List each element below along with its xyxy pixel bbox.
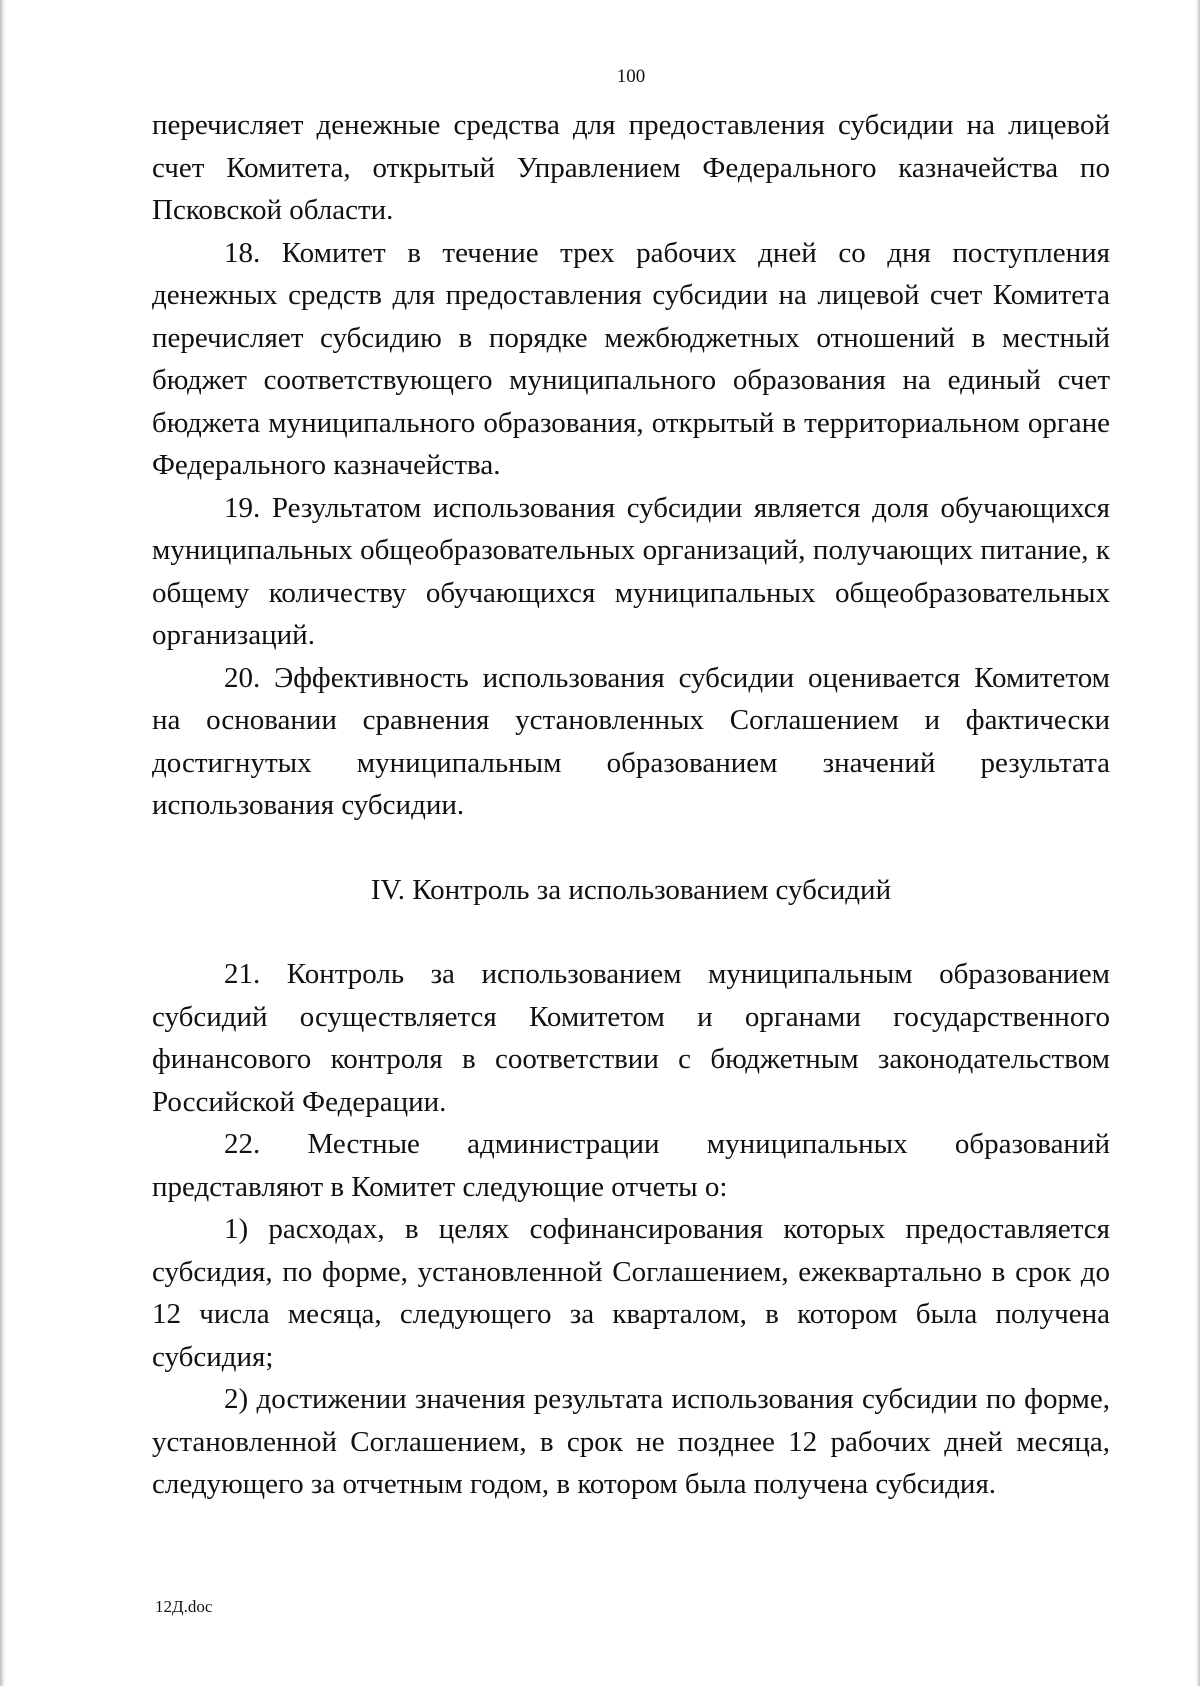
paragraph-21: 21. Контроль за использованием муниципальным образованием субсидий осуществляется Комитетом и органами государственного финансового контроля в соответствии с бюджетным законодательством Российской Федерации. (152, 958, 1110, 1118)
document-body (152, 104, 1110, 1506)
paragraph-20: 20. Эффективность использования субсидии оценивается Комитетом на основании сравнения установленных Соглашением и фактически достигнутых муниципальным образованием значений результата использования субсидии. (152, 661, 1110, 821)
continuation-paragraph: перечисляет денежные средства для предоставления субсидии на лицевой счет Комитета, открытый Управлением Федерального казначейства по Псковской области. (152, 109, 1110, 226)
paragraph-22: 22. Местные администрации муниципальных образований представляют в Комитет следующие отчеты о: (152, 1128, 1110, 1203)
paragraph-19: 19. Результатом использования субсидии является доля обучающихся муниципальных общеобразовательных организаций, получающих питание, к общему количеству обучающихся муниципальных общеобразовательных организаций. (152, 491, 1110, 651)
footer-filename: 12Д.doc (155, 1597, 213, 1616)
scan-edge-right (1195, 0, 1200, 1686)
paragraph-22-item-1: 1) расходах, в целях софинансирования которых предоставляется субсидия, по форме, установленной Соглашением, ежеквартально в срок до 12 числа месяца, следующего за кварталом, в котором была получена субсидия; (152, 1213, 1110, 1373)
section-heading: IV. Контроль за использованием субсидий (370, 873, 892, 906)
scan-edge-left (0, 0, 6, 1686)
paragraph-18: 18. Комитет в течение трех рабочих дней со дня поступления денежных средств для предоставления субсидии на лицевой счет Комитета перечисляет субсидию в порядке межбюджетных отношений в местный бюджет соответствующего муниципального образования на единый счет бюджета муниципального образования, открытый в территориальном органе Федерального казначейства. (152, 236, 1110, 481)
paragraph-22-item-2: 2) достижении значения результата использования субсидии по форме, установленной Соглашением, в срок не позднее 12 рабочих дней месяца, следующего за отчетным годом, в котором была получена субсидия. (152, 1383, 1110, 1500)
page-number: 100 (616, 66, 646, 87)
